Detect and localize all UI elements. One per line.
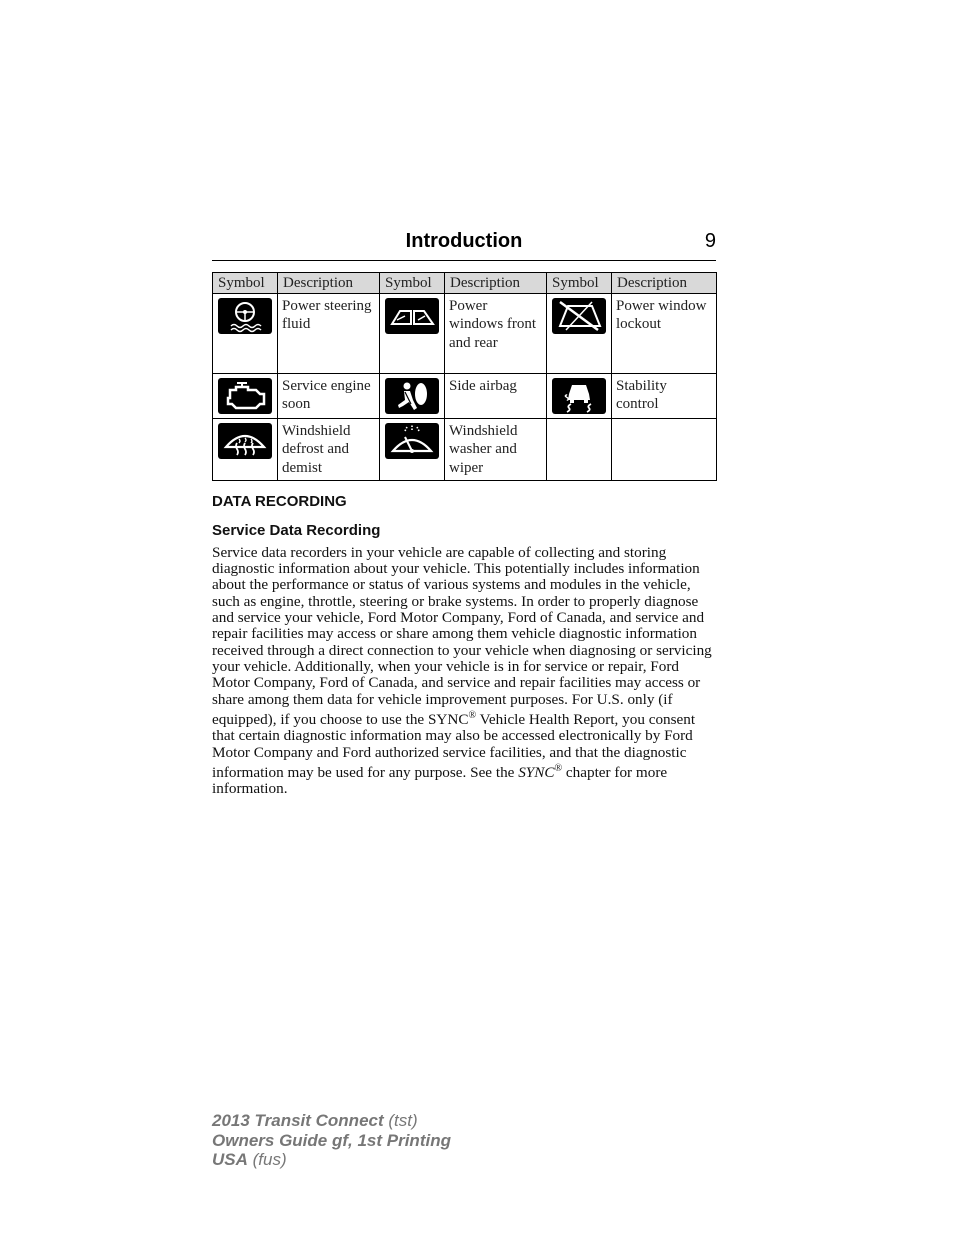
table-row [213, 373, 717, 418]
symbol-cell [380, 418, 445, 480]
column-header: Description [278, 273, 380, 294]
table-row [213, 293, 717, 373]
footer-line [212, 1150, 451, 1170]
table-row [213, 418, 717, 480]
symbol-cell [380, 293, 445, 373]
footer-code: (tst) [383, 1111, 418, 1130]
body-paragraph [212, 545, 716, 798]
power-steering-fluid-icon [218, 298, 272, 334]
column-header: Symbol [547, 273, 612, 294]
power-window-lockout-icon [552, 298, 606, 334]
empty-symbol-cell [547, 418, 612, 480]
windshield-defrost-icon [218, 423, 272, 459]
footer-market: USA [212, 1150, 248, 1169]
stability-control-icon [552, 378, 606, 414]
column-header: Description [445, 273, 547, 294]
registered-mark: ® [554, 763, 563, 775]
description-cell: Windshield washer and wiper [445, 418, 547, 480]
sync-reference: SYNC [518, 764, 555, 782]
section-heading: DATA RECORDING [212, 492, 347, 510]
subsection-heading: Service Data Recording [212, 521, 381, 539]
registered-mark: ® [468, 709, 477, 721]
footer-edition: Owners Guide gf, 1st Printing [212, 1130, 451, 1150]
footer-code: (fus) [247, 1150, 287, 1169]
paragraph-text: Service data recorders in your vehicle are capable of collecting and storing diagnostic information about your vehicle. This potentially includes information about the performance or status of various systems and modules in the vehicle, such as engine, throttle, steering or brake systems. In order to properly diagnose and service your vehicle, Ford Motor Company, Ford of Canada, and service and repair facilities may access or share among them vehicle diagnostic information received through a direct connection to your vehicle when diagnosing or servicing your vehicle. Additionally, when your vehicle is in for service or repair, Ford Motor Company, Ford of Canada, and service and repair facilities may access or share among them data for vehicle improvement purposes. For U.S. only (if equipped), if you choose to use the SYNC [212, 543, 712, 728]
page-title: Introduction [405, 230, 523, 252]
description-cell: Side airbag [445, 373, 547, 418]
symbol-cell [213, 293, 278, 373]
paragraph-text: Vehicle Health Report, you consent that certain diagnostic information may also be accessed electronically by Ford Motor Company and Ford authorized service facilities, and that the diagnostic information may be used for any purpose. See the [212, 711, 696, 782]
description-cell: Power steering fluid [278, 293, 380, 373]
symbol-table [212, 272, 717, 481]
footer-model: 2013 Transit Connect [212, 1111, 384, 1130]
empty-description-cell [612, 418, 717, 480]
column-header: Symbol [213, 273, 278, 294]
page-footer [212, 1111, 451, 1170]
paragraph-text: chapter for more information. [212, 764, 668, 798]
description-cell: Power window lockout [612, 293, 717, 373]
description-cell: Service engine soon [278, 373, 380, 418]
footer-line [212, 1111, 451, 1131]
symbol-cell [547, 293, 612, 373]
description-cell: Power windows front and rear [445, 293, 547, 373]
check-engine-icon [218, 378, 272, 414]
page-header [212, 230, 716, 261]
symbol-cell [547, 373, 612, 418]
column-header: Description [612, 273, 717, 294]
manual-page [212, 230, 716, 798]
symbol-cell [213, 373, 278, 418]
power-windows-icon [385, 298, 439, 334]
symbol-cell [213, 418, 278, 480]
footer-line [212, 1131, 451, 1151]
symbol-cell [380, 373, 445, 418]
windshield-washer-wiper-icon [385, 423, 439, 459]
page-number: 9 [704, 230, 716, 252]
description-cell: Stability control [612, 373, 717, 418]
description-cell: Windshield defrost and demist [278, 418, 380, 480]
column-header: Symbol [380, 273, 445, 294]
table-header-row [213, 273, 717, 294]
side-airbag-icon [385, 378, 439, 414]
